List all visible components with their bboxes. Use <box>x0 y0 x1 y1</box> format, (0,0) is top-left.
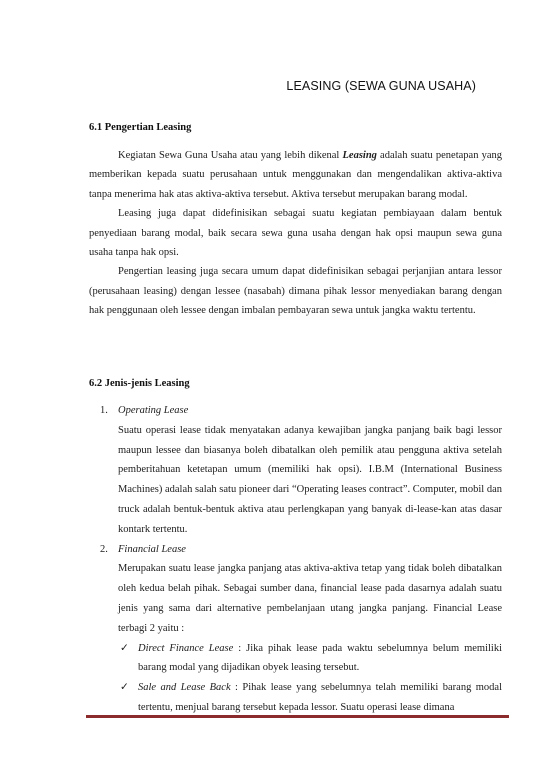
section-heading-jenis: 6.2 Jenis-jenis Leasing <box>89 378 190 389</box>
list-item-body: Suatu operasi lease tidak menyatakan adanya kewajiban jangka panjang baik bagi lessor maupun lessee dan biasanya boleh dibatalkan oleh pemilik atau pengguna aktiva setelah pemberitahuan ketetapan umum (memiliki hak opsi). I.B.M (International Business Machines) adalah salah satu pioneer dari “Operating leases contract”. Computer, mobil dan truck adalah bentuk-bentuk aktiva atau perlengkapan yang banyak di-lease-kan atas dasar kontark tertentu. <box>118 424 502 535</box>
list-item-operating-lease <box>89 401 502 540</box>
subitem-text: : Pihak lease yang sebelumnya telah memiliki barang modal tertentu, menjual barang tersebut kepada lessor. Suatu operasi lease dimana <box>138 682 503 713</box>
paragraph: Pengertian leasing juga secara umum dapat didefinisikan sebagai perjanjian antara lessor (perusahaan leasing) dengan lessee (nasabah) dimana pihak lessor menyediakan barang dengan hak penggunaan oleh lessee dengan imbalan pembayaran sewa untuk jangka waktu tertentu. <box>89 266 502 317</box>
list-number: 1. <box>100 405 108 416</box>
list-item-title: Operating Lease <box>118 405 189 416</box>
subitem-term: Direct Finance Lease <box>138 642 234 654</box>
paragraph-text: adalah suatu penetapan yang memberikan kepada suatu perusahaan untuk menggunakan dan mengendalikan aktiva-aktiva tanpa menerima hak atas aktiva-aktiva tersebut. Aktiva tersebut merupakan barang modal. <box>89 150 502 200</box>
list-item-financial-lease <box>89 540 502 718</box>
subitem-term: Sale and Lease Back <box>138 682 231 694</box>
leasing-types-list <box>89 401 502 718</box>
section-heading-pengertian: 6.1 Pengertian Leasing <box>89 122 192 133</box>
list-number: 2. <box>100 543 108 555</box>
document-title: LEASING (SEWA GUNA USAHA) <box>286 79 476 93</box>
footer-rule <box>86 715 509 718</box>
paragraph-text: Kegiatan Sewa Guna Usaha atau yang lebih dikenal <box>118 150 343 161</box>
check-mark-icon: ✓ <box>120 681 129 694</box>
subitem-sale-and-lease-back <box>89 678 502 718</box>
emphasized-term: Leasing <box>342 150 377 161</box>
check-mark-icon: ✓ <box>120 641 129 654</box>
subitem-direct-finance-lease <box>89 639 502 679</box>
list-item-title: Financial Lease <box>118 543 186 555</box>
subitem-text: : Jika pihak lease pada waktu sebelumnya belum memiliki barang modal yang dijadikan obyek leasing tersebut. <box>138 642 503 674</box>
section-pengertian-body <box>89 146 502 321</box>
list-item-body: Merupakan suatu lease jangka panjang atas aktiva-aktiva tetap yang tidak boleh dibatalkan oleh kedua belah pihak. Sebagai sumber dana, financial lease pada dasarnya adalah suatu jenis yang sama dari alternative pembelanjaan utang jangka panjang. Financial Lease terbagi 2 yaitu : <box>118 563 502 634</box>
paragraph <box>89 146 502 204</box>
paragraph: Leasing juga dapat didefinisikan sebagai suatu kegiatan pembiayaan dalam bentuk penyediaan barang modal, baik secara sewa guna usaha dengan hak opsi maupun sewa guna usaha tanpa hak opsi. <box>89 208 502 259</box>
